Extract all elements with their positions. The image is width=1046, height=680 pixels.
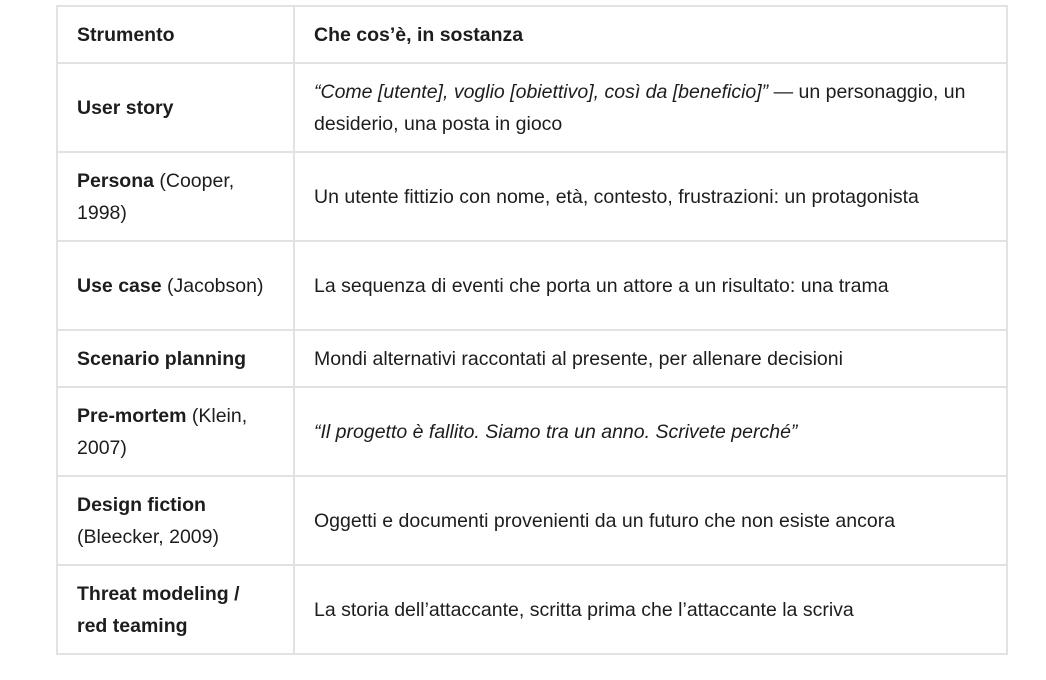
description-cell [294,330,1007,387]
tool-note: (Jacobson) [161,274,264,297]
table-row [57,152,1007,241]
description-cell [294,476,1007,565]
tools-table [56,5,1008,655]
description-cell [294,565,1007,654]
table-row [57,387,1007,476]
description-text: La sequenza di eventi che porta un attore a un risultato: una trama [314,274,889,297]
description-cell [294,63,1007,152]
tool-name: Persona [77,169,154,192]
tool-note: (Klein, 2007) [77,404,248,459]
description-text: Oggetti e documenti provenienti da un futuro che non esiste ancora [314,509,896,532]
description-cell [294,241,1007,330]
tool-note: (Bleecker, 2009) [77,525,219,548]
description-text: Un utente fittizio con nome, età, contesto, frustrazioni: un protagonista [314,185,919,208]
description-quote: “Il progetto è fallito. Siamo tra un anno. Scrivete perché” [314,420,798,443]
table-header-row [57,6,1007,63]
tool-cell [57,241,294,330]
description-cell [294,387,1007,476]
tool-name: Scenario planning [77,347,247,370]
tool-name: Use case [77,274,162,297]
header-tool: Strumento [57,6,294,63]
table-row [57,565,1007,654]
description-cell [294,152,1007,241]
description-quote: “Come [utente], voglio [obiettivo], così da [beneficio]” [314,80,769,103]
tool-cell [57,152,294,241]
tool-cell [57,63,294,152]
table-row [57,330,1007,387]
table-row [57,241,1007,330]
table-row [57,476,1007,565]
tool-cell [57,476,294,565]
description-text: La storia dell’attaccante, scritta prima che l’attaccante la scriva [314,598,854,621]
tool-note: (Cooper, 1998) [77,169,235,224]
tool-cell [57,387,294,476]
tool-name: Design fiction [77,493,206,516]
header-description: Che cos’è, in sostanza [294,6,1007,63]
tool-cell [57,330,294,387]
description-text: — un personaggio, un desiderio, una posta in gioco [314,80,966,135]
table-row [57,63,1007,152]
tool-name: User story [77,96,174,119]
tool-cell [57,565,294,654]
description-text: Mondi alternativi raccontati al presente, per allenare decisioni [314,347,843,370]
tool-name: Threat modeling / red teaming [77,582,240,637]
tool-name: Pre-mortem [77,404,187,427]
